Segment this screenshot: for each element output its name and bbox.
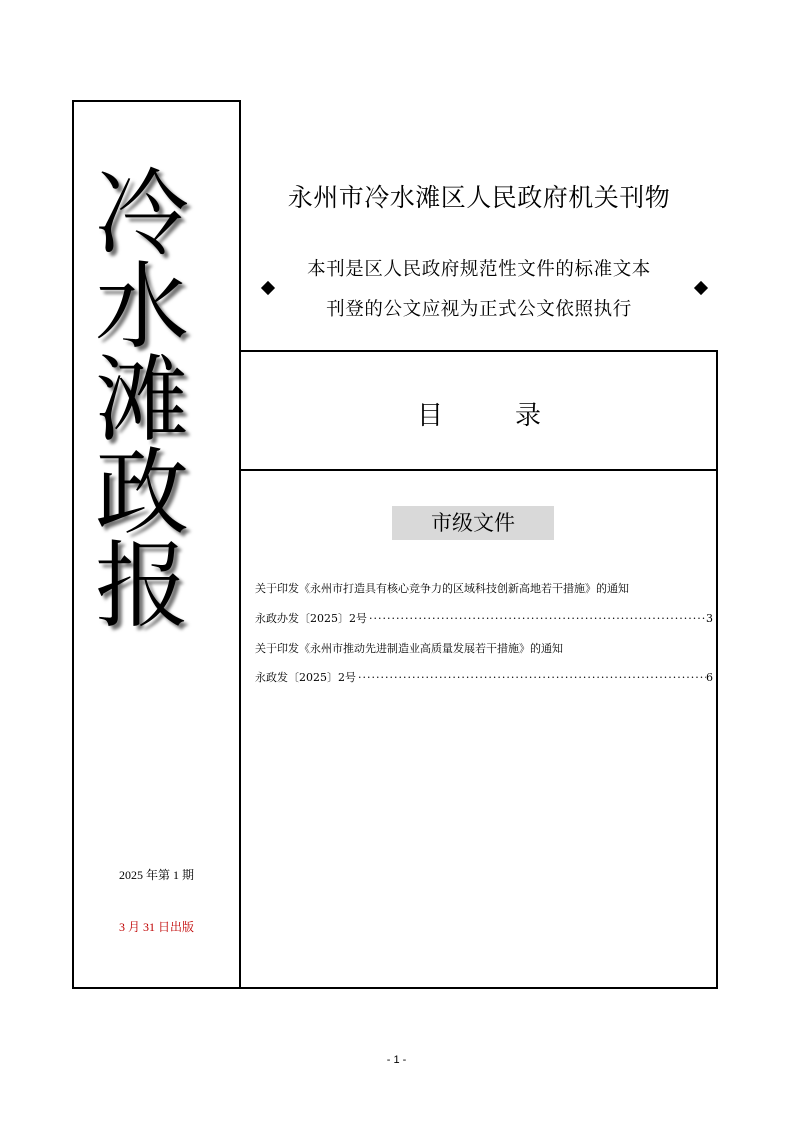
publication-date: 3 月 31 日出版 [118,920,194,934]
masthead-char: 滩 [94,346,189,455]
diamond-bullet-icon [694,281,708,295]
organization-title: 永州市冷水滩区人民政府机关刊物 [287,183,671,212]
toc-entry-reference[interactable] [255,669,713,685]
masthead-char: 政 [94,439,189,548]
diamond-bullet-icon [261,281,275,295]
toc-entry-page: 6 [706,671,713,684]
masthead-char: 冷 [94,160,189,269]
contents-heading-char: 目 [416,401,443,431]
toc-entry-doc-number: 永政办发〔2025〕2号 [255,612,367,625]
toc-entry-page: 3 [706,612,713,625]
notice-line-1: 本刊是区人民政府规范性文件的标准文本 [307,259,651,280]
contents-divider [241,469,717,471]
section-label-badge: 市级文件 [392,506,554,540]
contents-heading [241,395,717,432]
page-number: - 1 - [386,1054,407,1066]
masthead-title [82,160,202,641]
notice-line-2: 刊登的公文应视为正式公文依照执行 [326,299,632,320]
toc-entry-title[interactable]: 关于印发《永州市打造具有核心竞争力的区域科技创新高地若干措施》的通知 [255,582,629,595]
dot-leader [367,612,706,625]
issue-number: 2025 年第 1 期 [118,868,194,882]
toc-entry-doc-number: 永政发〔2025〕2号 [255,671,356,684]
masthead-char: 报 [94,532,189,641]
masthead-char: 水 [94,253,189,362]
toc-entry-reference[interactable] [255,610,713,626]
toc-entry-title[interactable]: 关于印发《永州市推动先进制造业高质量发展若干措施》的通知 [255,642,563,655]
dot-leader [356,671,706,684]
contents-heading-char: 录 [515,401,542,431]
